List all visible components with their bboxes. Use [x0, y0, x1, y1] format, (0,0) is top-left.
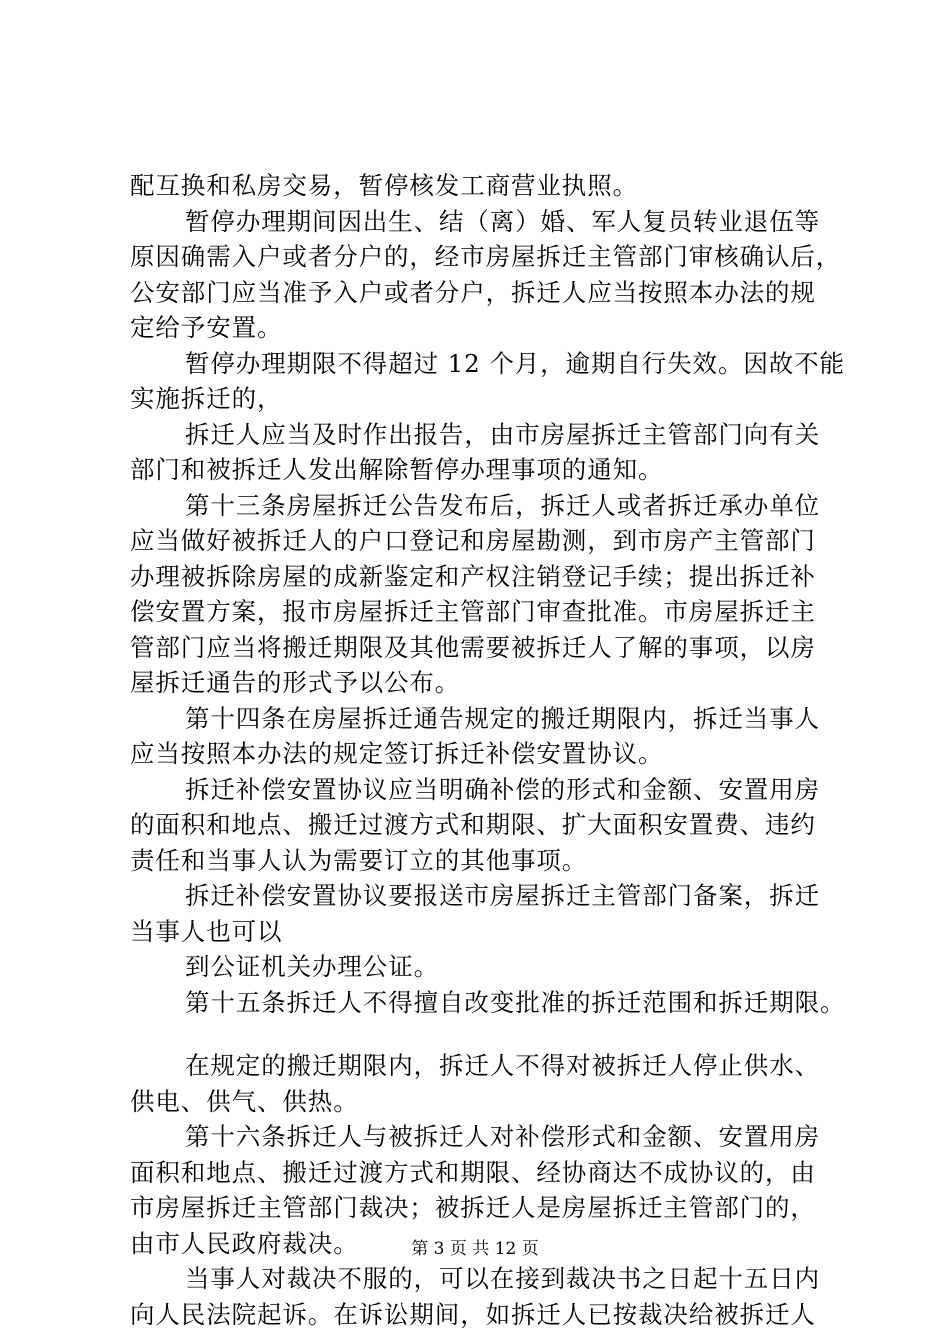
- text-line: 第十五条拆迁人不得擅自改变批准的拆迁范围和拆迁期限。: [185, 987, 846, 1017]
- text-line: 向人民法院起诉。在诉讼期间，如拆迁人已按裁决给被拆迁人: [130, 1299, 816, 1329]
- text-line: 屋拆迁通告的形式予以公布。: [130, 668, 461, 697]
- text-line: 管部门应当将搬迁期限及其他需要被拆迁人了解的事项，以房: [130, 632, 816, 662]
- text-line: 拆迁补偿安置协议应当明确补偿的形式和金额、安置用房: [185, 774, 820, 804]
- text-line: 到公证机关办理公证。: [185, 952, 439, 981]
- text-line: 当事人也可以: [130, 916, 283, 946]
- text-line: 暂停办理期间因出生、结（离）婚、军人复员转业退伍等: [185, 206, 820, 236]
- text-line: 的面积和地点、搬迁过渡方式和期限、扩大面积安置费、违约: [130, 810, 816, 839]
- text-line: 由市人民政府裁决。: [130, 1228, 359, 1258]
- text-line: 责任和当事人认为需要订立的其他事项。: [130, 845, 588, 875]
- text-line: 供电、供气、供热。: [130, 1086, 359, 1116]
- text-line: 当事人对裁决不服的，可以在接到裁决书之日起十五日内: [185, 1264, 820, 1293]
- text-line: 第十六条拆迁人与被拆迁人对补偿形式和金额、安置用房: [185, 1122, 820, 1151]
- text-line: 实施拆迁的，: [130, 384, 283, 413]
- text-line: 拆迁人应当及时作出报告，由市房屋拆迁主管部门向有关: [185, 419, 820, 449]
- text-line: 拆迁补偿安置协议要报送市房屋拆迁主管部门备案，拆迁: [185, 881, 820, 910]
- blank-line: [130, 1020, 850, 1048]
- text-line: 第十四条在房屋拆迁通告规定的搬迁期限内，拆迁当事人: [185, 703, 820, 733]
- document-body: [130, 168, 850, 1332]
- text-line: 原因确需入户或者分户的，经市房屋拆迁主管部门审核确认后，: [130, 242, 842, 271]
- text-line: 偿安置方案，报市房屋拆迁主管部门审查批准。市房屋拆迁主: [130, 597, 816, 626]
- text-line: 应当按照本办法的规定签订拆迁补偿安置协议。: [130, 739, 664, 768]
- text-line: 在规定的搬迁期限内，拆迁人不得对被拆迁人停止供水、: [185, 1051, 820, 1080]
- text-line: 公安部门应当准予入户或者分户，拆迁人应当按照本办法的规: [130, 277, 816, 307]
- text-line: 面积和地点、搬迁过渡方式和期限、经协商达不成协议的，由: [130, 1157, 816, 1187]
- text-line: 定给予安置。: [130, 313, 283, 342]
- text-line: 应当做好被拆迁人的户口登记和房屋勘测，到市房产主管部门: [130, 526, 816, 555]
- text-line: 部门和被拆迁人发出解除暂停办理事项的通知。: [130, 455, 664, 484]
- text-line: 暂停办理期限不得超过 12 个月，逾期自行失效。因故不能: [185, 348, 845, 378]
- text-line: 第十三条房屋拆迁公告发布后，拆迁人或者拆迁承办单位: [185, 490, 820, 520]
- text-line: 配互换和私房交易，暂停核发工商营业执照。: [130, 171, 638, 200]
- text-line: 办理被拆除房屋的成新鉴定和产权注销登记手续；提出拆迁补: [130, 561, 816, 591]
- page-footer: 第 3 页 共 12 页: [411, 1239, 539, 1259]
- text-line: 市房屋拆迁主管部门裁决；被拆迁人是房屋拆迁主管部门的，: [130, 1193, 816, 1222]
